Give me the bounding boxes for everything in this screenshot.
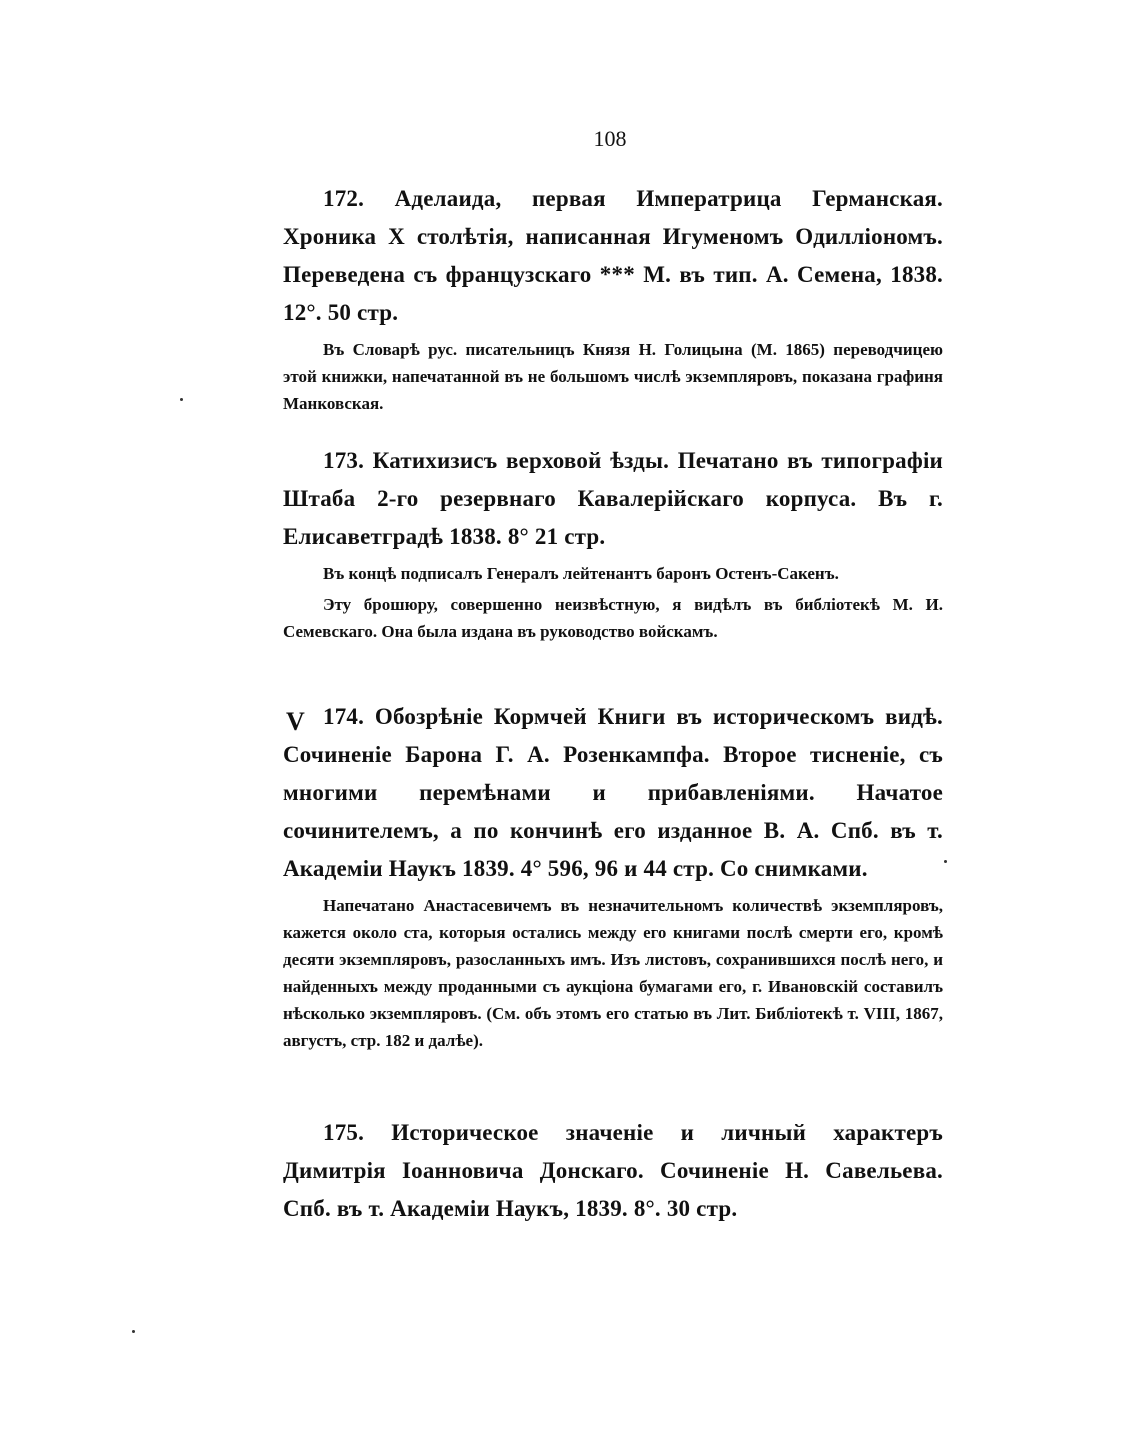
entry-note: Въ концѣ подписалъ Генералъ лейтенантъ баронъ Остенъ-Сакенъ. bbox=[323, 564, 839, 583]
entry-title: 173. Катихизисъ верховой ѣзды. Печатано въ типографіи Штаба 2-го резервнаго Кавалерійскаго корпуса. Въ г. Елисаветградѣ 1838. 8° 21 стр. bbox=[283, 448, 943, 549]
scan-speck bbox=[132, 1330, 135, 1333]
entry-note: Эту брошюру, совершенно неизвѣстную, я видѣлъ въ библіотекѣ М. И. Семевскаго. Она была издана въ руководство войскамъ. bbox=[283, 595, 943, 641]
bibliography-entry-174 bbox=[283, 698, 943, 1054]
bibliography-entry-173 bbox=[283, 442, 943, 645]
entry-title: 174. Обозрѣніе Кормчей Книги въ историческомъ видѣ. Сочиненіе Барона Г. А. Розенкампфа. Второе тисненіе, съ многими перемѣнами и прибавленіями. Начатое сочинителемъ, а по кончинѣ его изданное В. А. Спб. въ т. Академіи Наукъ 1839. 4° 596, 96 и 44 стр. Со снимками. bbox=[283, 704, 943, 881]
entry-title: 172. Аделаида, первая Императрица Германская. Хроника X столѣтія, написанная Игуменомъ Одиллiономъ. Переведена съ французскаго *** М. въ тип. А. Семена, 1838. 12°. 50 стр. bbox=[283, 186, 943, 325]
bibliography-entry-172 bbox=[283, 180, 943, 417]
handwritten-check-mark: V bbox=[286, 707, 305, 736]
bibliography-entry-175 bbox=[283, 1114, 943, 1228]
scan-speck bbox=[944, 860, 947, 863]
scan-speck bbox=[180, 398, 183, 401]
page-number: 108 bbox=[593, 126, 627, 151]
entry-note: Напечатано Анастасевичемъ въ незначительномъ количествѣ экземпляровъ, кажется около ста, которыя остались между его книгами послѣ смерти его, кромѣ десяти экземпляровъ, разосланныхъ имъ. Изъ листовъ, сохранившихся послѣ него, и найденныхъ между проданными съ аукціона бумагами его, г. Ивановскій составилъ нѣсколько экземпляровъ. (См. объ этомъ его статью въ Лит. Библіотекѣ т. VIII, 1867, августъ, стр. 182 и далѣе). bbox=[283, 896, 943, 1050]
entry-title: 175. Историческое значеніе и личный характеръ Димитрія Іоанновича Донскаго. Сочиненіе Н. Савельева. Спб. въ т. Академіи Наукъ, 1839. 8°. 30 стр. bbox=[283, 1120, 943, 1221]
entry-note: Въ Словарѣ рус. писательницъ Князя Н. Голицына (М. 1865) переводчицею этой книжки, напечатанной въ не большомъ числѣ экземпляровъ, показана графиня Манковская. bbox=[283, 340, 943, 413]
